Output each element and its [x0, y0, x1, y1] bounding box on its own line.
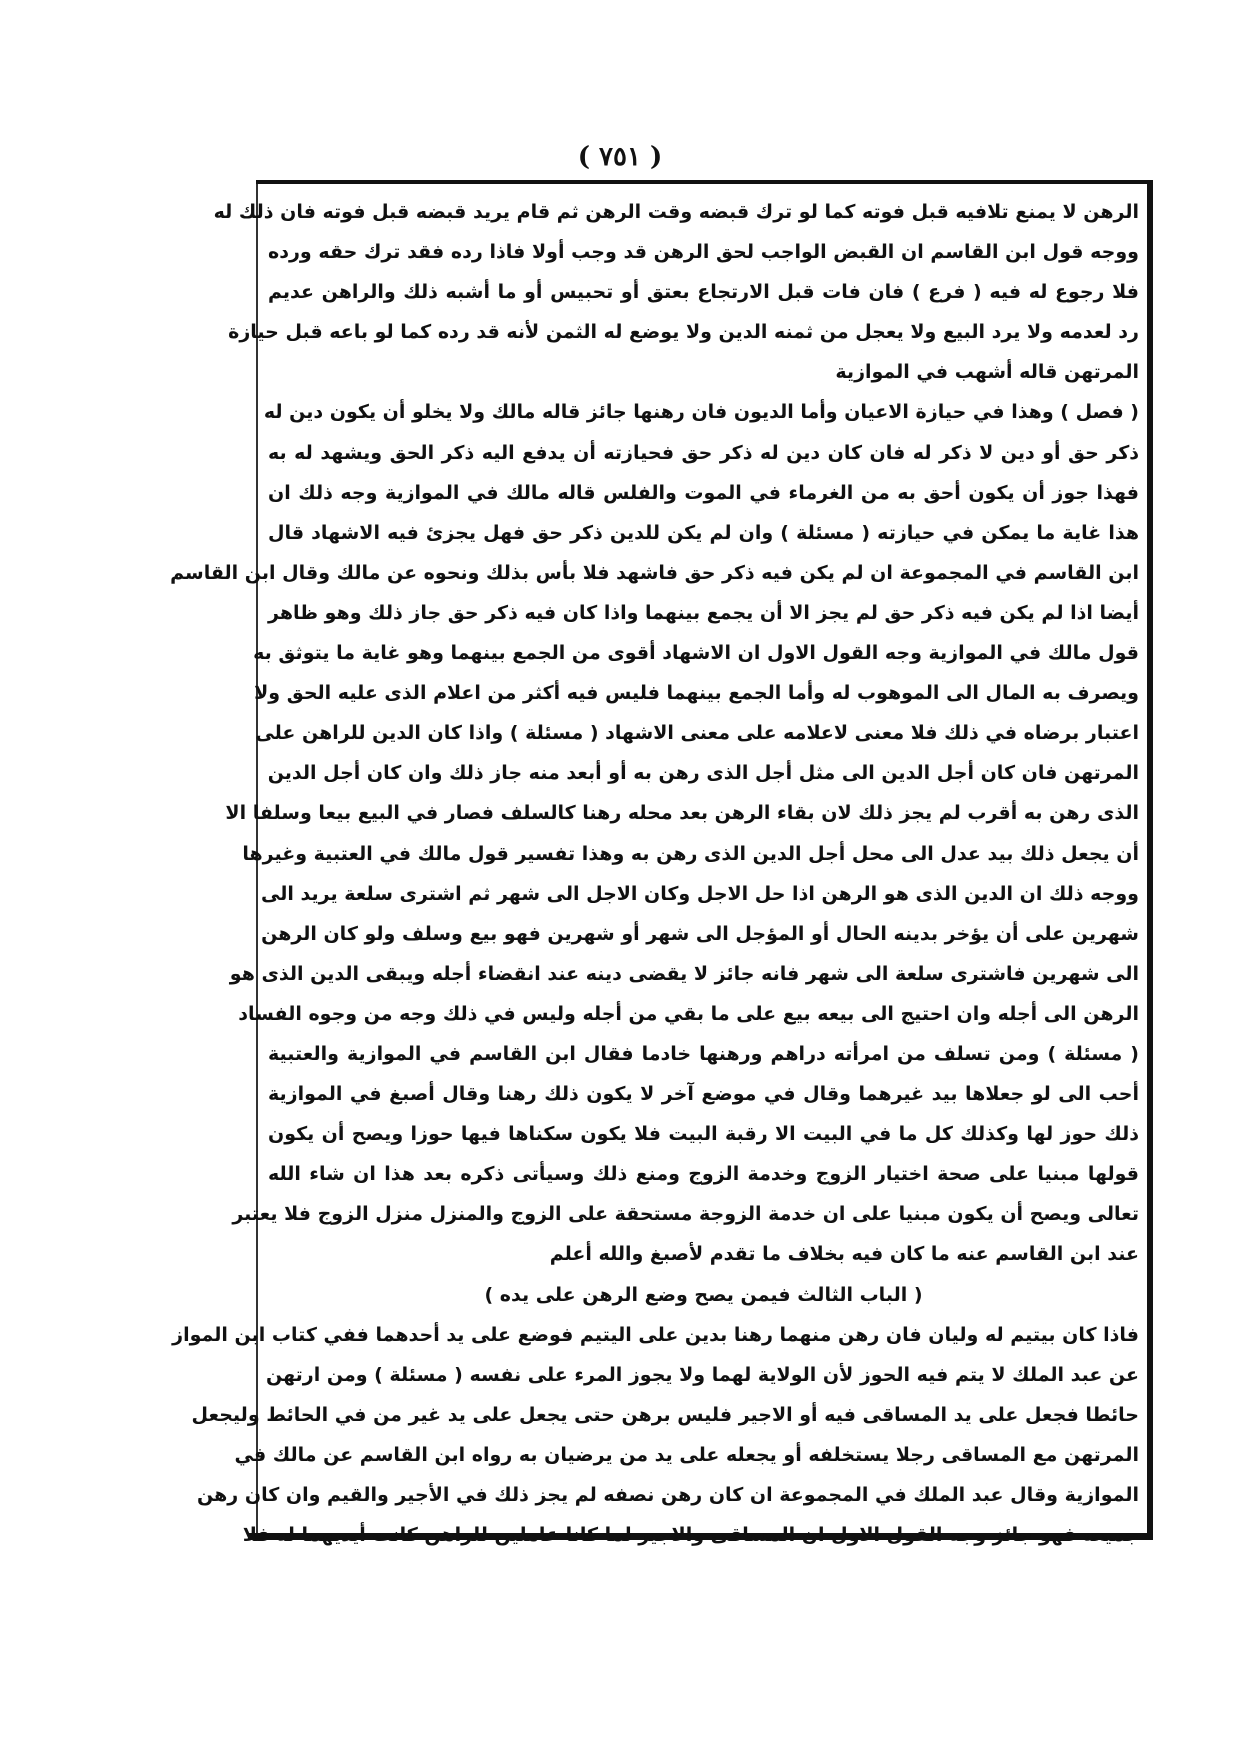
text-line: شهرين على أن يؤخر بدينه الحال أو المؤجل الى شهر أو شهرين فهو بيع وسلف ولو كان الرهن [261, 922, 1139, 945]
text-line: اعتبار برضاه في ذلك فلا معنى لاعلامه على معنى الاشهاد ( مسئلة ) واذا كان الدين للراهن على [255, 722, 1139, 745]
text-line: فاذا كان بيتيم له وليان فان رهن منهما رهنا بدين على اليتيم فوضع على يد أحدهما ففي كتاب ابن المواز [172, 1323, 1139, 1346]
text-line: قولها مبنيا على صحة اختيار الزوج وخدمة الزوج ومنع ذلك وسيأتى ذكره بعد هذا ان شاء الله [268, 1163, 1139, 1186]
text-line: ( فصل ) وهذا في حيازة الاعيان وأما الديون فان رهنها جائز قاله مالك ولا يخلو أن يكون دين له [263, 401, 1139, 424]
text-line: الى شهرين فاشترى سلعة الى شهر فانه جائز لا يقضى دينه عند انقضاء أجله ويبقى الدين الذى هو [229, 962, 1139, 985]
page-frame-top-rule [256, 180, 1153, 184]
text-line: المرتهن مع المساقى رجلا يستخلفه أو يجعله على يد من يرضيان به رواه ابن القاسم عن مالك في [234, 1443, 1139, 1466]
text-line: ذكر حق أو دين لا ذكر له فان كان دين له ذكر حق فحيازته أن يدفع اليه ذكر الحق ويشهد له به [268, 441, 1139, 464]
text-line: ويصرف به المال الى الموهوب له وأما الجمع بينهما فليس فيه أكثر من اعلام الذى عليه الحق ولا [254, 682, 1139, 705]
text-line: ( مسئلة ) ومن تسلف من امرأته دراهم ورهنها خادما فقال ابن القاسم في الموازية والعتبية [268, 1042, 1139, 1065]
text-line: تعالى ويصح أن يكون مبنيا على ان خدمة الزوجة مستحقة على الزوج والمنزل منزل الزوج فلا يعتبر [232, 1203, 1139, 1226]
text-line: ووجه ذلك ان الدين الذى هو الرهن اذا حل الاجل وكان الاجل الى شهر ثم اشترى سلعة يريد الى [261, 882, 1139, 905]
text-line: فهذا جوز أن يكون أحق به من الغرماء في الموت والفلس قاله مالك في الموازية وجه ذلك ان [268, 481, 1139, 504]
text-line: عند ابن القاسم عنه ما كان فيه بخلاف ما تقدم لأصبغ والله أعلم [549, 1243, 1139, 1266]
text-line: هذا غاية ما يمكن في حيازته ( مسئلة ) وان لم يكن للدين ذكر حق فهل يجزئ فيه الاشهاد قال [268, 521, 1139, 544]
text-line: ذلك حوز لها وكذلك كل ما في البيت الا رقبة البيت فلا يكون سكناها فيها حوزا ويصح أن يكون [268, 1123, 1139, 1146]
page-number: ( ٧٥١ ) [577, 142, 663, 172]
text-line: أيضا اذا لم يكن فيه ذكر حق لم يجز الا أن يجمع بينهما واذا كان فيه ذكر حق جاز ذلك وهو ظاهر [268, 601, 1139, 624]
text-line: جميعه فهو جائز وجه القول الاول ان المساقى والاجير لما كانا عاملين للراهن كانت أيديهما له فلا [242, 1524, 1139, 1547]
text-line: الرهن الى أجله وان احتيج الى بيعه بيع على ما بقي من أجله وليس في ذلك وجه من وجوه الفساد [238, 1002, 1139, 1025]
text-line: ووجه قول ابن القاسم ان القبض الواجب لحق الرهن قد وجب أولا فاذا رده فقد ترك حقه ورده [268, 241, 1139, 264]
text-line: ابن القاسم في المجموعة ان لم يكن فيه ذكر حق فاشهد فلا بأس بذلك ونحوه عن مالك وقال ابن القاسم [170, 561, 1139, 584]
text-line: المرتهن فان كان أجل الدين الى مثل أجل الذى رهن به أو أبعد منه جاز ذلك وان كان أجل الدين [267, 762, 1139, 785]
text-line: رد لعدمه ولا يرد البيع ولا يعجل من ثمنه الدين ولا يوضع له الثمن لأنه قد رده كما لو باعه قبل حيازة [228, 321, 1139, 344]
chapter-heading: ( الباب الثالث فيمن يصح وضع الرهن على يده ) [484, 1283, 923, 1306]
text-line: الموازية وقال عبد الملك في المجموعة ان كان رهن نصفه لم يجز ذلك في الأجير والقيم وان كان رهن [197, 1484, 1139, 1506]
text-line: المرتهن قاله أشهب في الموازية [835, 361, 1139, 384]
text-line: الذى رهن به أقرب لم يجز ذلك لان بقاء الرهن بعد محله رهنا كالسلف فصار في البيع بيعا وسلفا الا [225, 802, 1139, 825]
body-text [170, 192, 1139, 1555]
text-line: أحب الى لو جعلاها بيد غيرهما وقال في موضع آخر لا يكون ذلك رهنا وقال أصبغ في الموازية [268, 1083, 1139, 1106]
text-line: أن يجعل ذلك بيد عدل الى محل أجل الدين الذى رهن به وهذا تفسير قول مالك في العتبية وغيرها [242, 842, 1139, 865]
text-line: قول مالك في الموازية وجه القول الاول ان الاشهاد أقوى من الجمع بينهما وهو غاية ما يتوثق به [253, 642, 1139, 665]
text-line: عن عبد الملك لا يتم فيه الحوز لأن الولاية لهما ولا يجوز المرء على نفسه ( مسئلة ) ومن ارتهن [266, 1363, 1139, 1386]
text-line: فلا رجوع له فيه ( فرع ) فان فات قبل الارتجاع بعتق أو تحبيس أو ما أشبه ذلك والراهن عديم [268, 281, 1139, 304]
text-line: الرهن لا يمنع تلافيه قبل فوته كما لو ترك قبضه وقت الرهن ثم قام يريد قبضه قبل فوته فان ذلك له [213, 201, 1139, 223]
page-frame-right-rule [1147, 180, 1153, 1540]
text-line: حائطا فجعل على يد المساقى فيه أو الاجير فليس برهن حتى يجعل على يد غير من في الحائط وليجعل [191, 1403, 1139, 1426]
